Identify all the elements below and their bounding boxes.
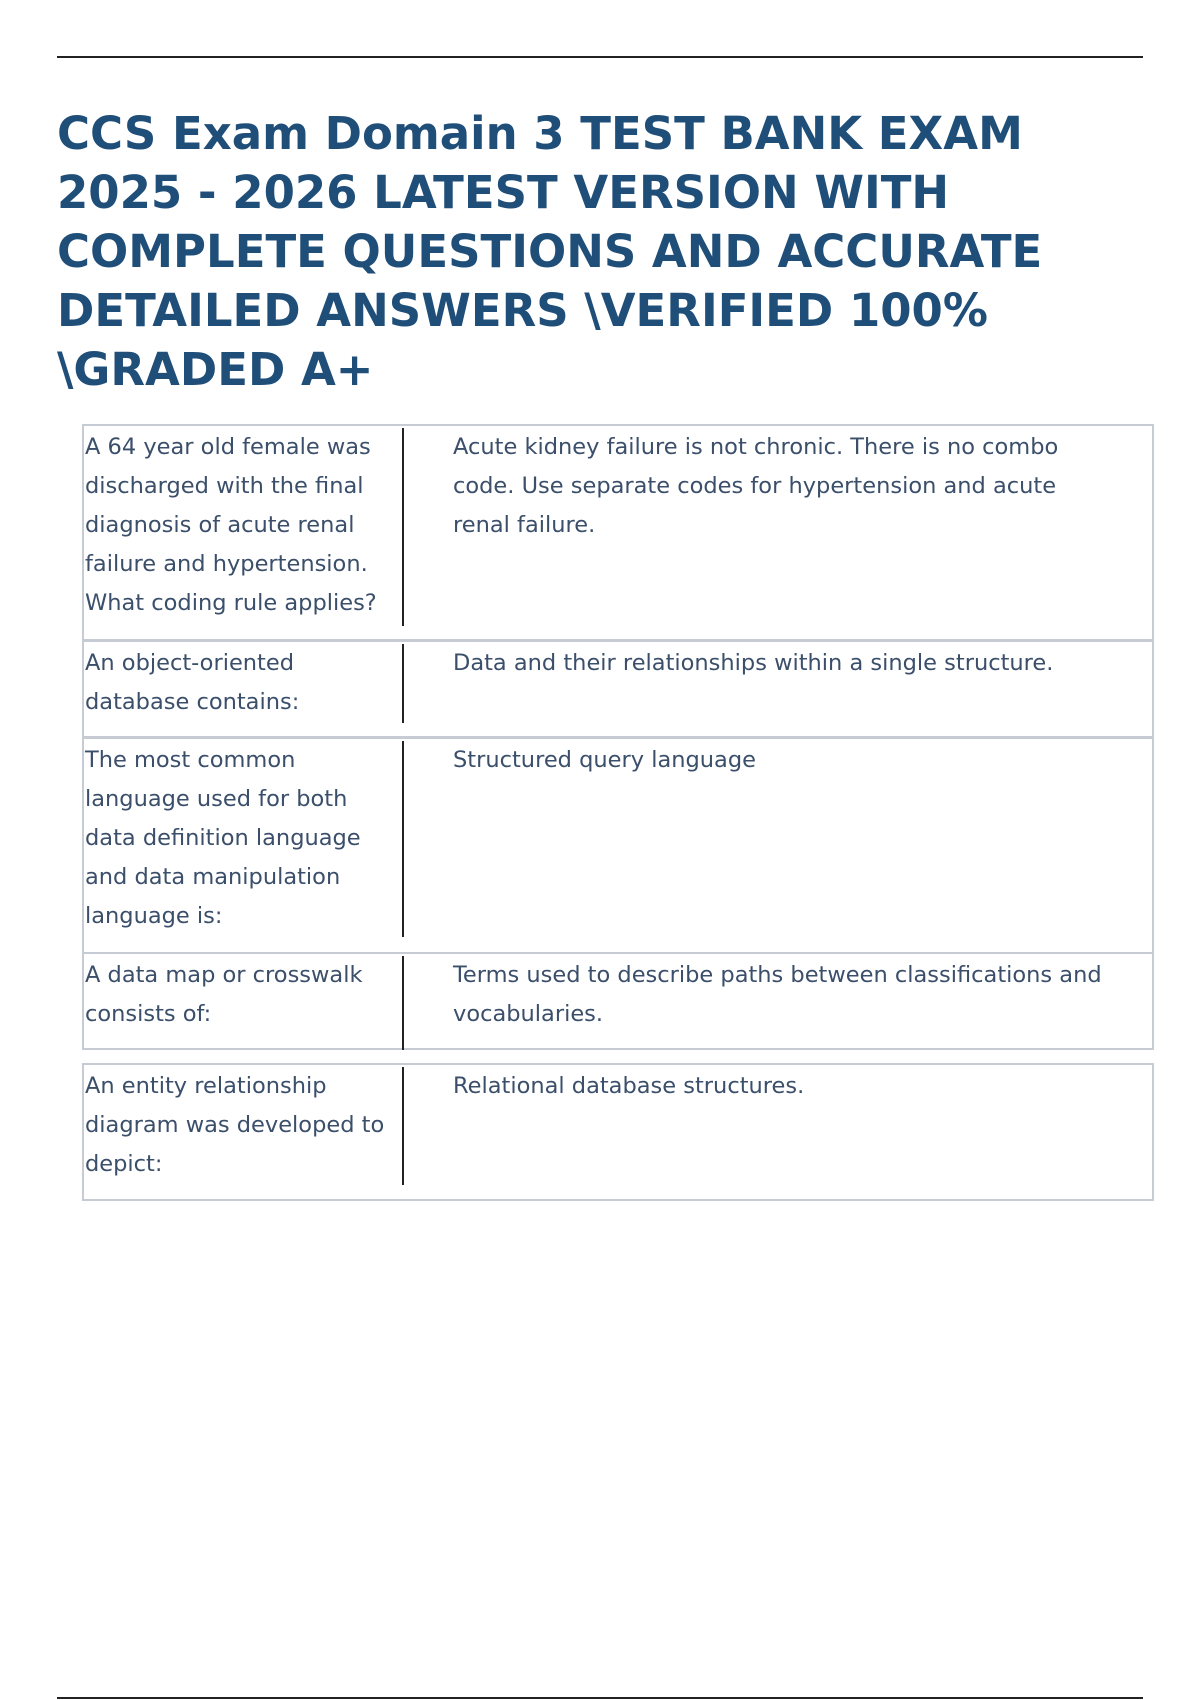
card-question: A 64 year old female was discharged with the final diagnosis of acute renal failure and hypertension. What coding rule applies? — [85, 434, 377, 616]
card-divider — [402, 956, 404, 1050]
card-answer: Terms used to describe paths between classifications and vocabularies. — [453, 962, 1102, 1027]
top-rule — [57, 56, 1143, 58]
card-divider — [402, 741, 404, 937]
card-divider — [402, 1067, 404, 1185]
card-question: The most common language used for both data definition language and data manipulation language is: — [85, 747, 361, 929]
card-answer: Relational database structures. — [453, 1073, 805, 1099]
card-divider — [402, 644, 404, 723]
flashcard — [82, 640, 1154, 738]
bottom-rule — [57, 1697, 1143, 1699]
card-question: An object-oriented database contains: — [85, 650, 300, 715]
card-answer: Structured query language — [453, 747, 756, 773]
flashcard — [82, 1063, 1154, 1201]
card-question: An entity relationship diagram was developed to depict: — [85, 1073, 385, 1177]
card-divider — [402, 428, 404, 626]
card-answer: Acute kidney failure is not chronic. There is no combo code. Use separate codes for hypertension and acute renal failure. — [453, 434, 1059, 538]
card-question: A data map or crosswalk consists of: — [85, 962, 363, 1027]
flashcard — [82, 737, 1154, 954]
flashcard — [82, 952, 1154, 1050]
card-answer: Data and their relationships within a single structure. — [453, 650, 1054, 676]
document-title: CCS Exam Domain 3 TEST BANK EXAM 2025 - 2026 LATEST VERSION WITH COMPLETE QUESTIONS AND ACCURATE DETAILED ANSWERS \VERIFIED 100% \GRADED A+ — [57, 107, 1043, 396]
flashcard — [82, 424, 1154, 641]
